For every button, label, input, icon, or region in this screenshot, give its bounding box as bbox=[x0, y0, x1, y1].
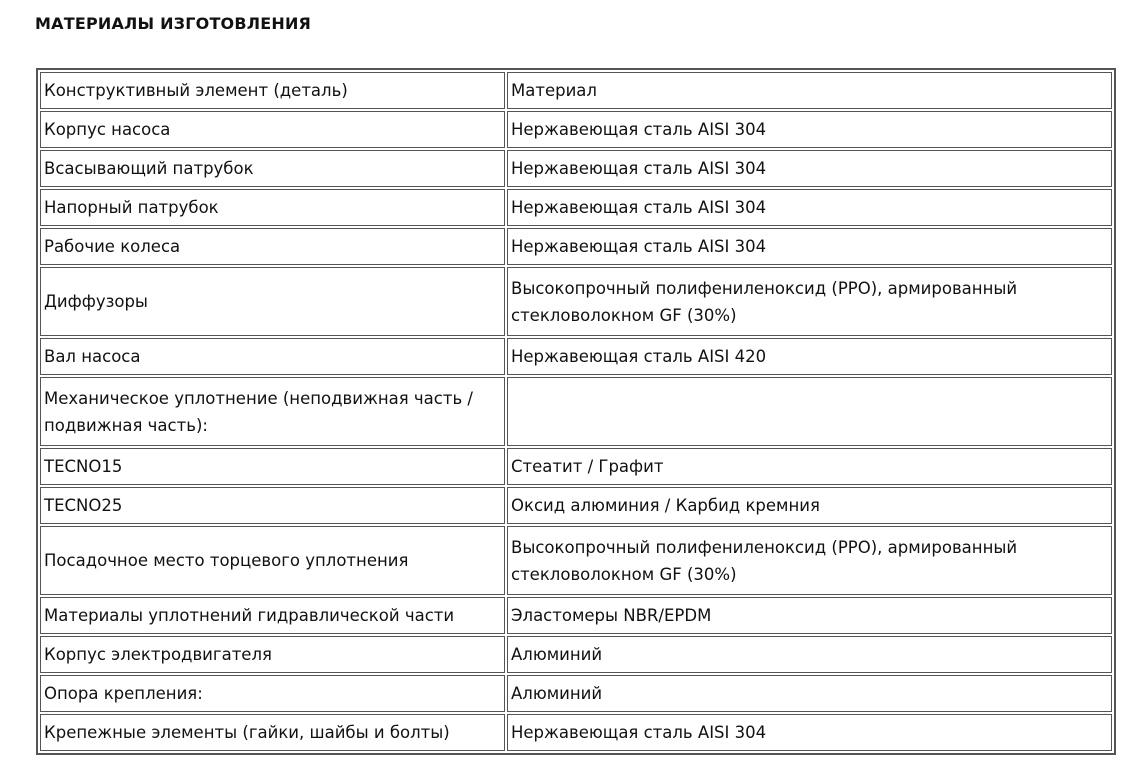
material-cell: Стеатит / Графит bbox=[507, 448, 1112, 485]
element-cell: Рабочие колеса bbox=[40, 228, 505, 265]
element-cell: Всасывающий патрубок bbox=[40, 150, 505, 187]
page-title: МАТЕРИАЛЫ ИЗГОТОВЛЕНИЯ bbox=[35, 14, 312, 33]
header-material-cell: Материал bbox=[507, 72, 1112, 109]
material-cell: Нержавеющая сталь AISI 304 bbox=[507, 189, 1112, 226]
material-cell: Оксид алюминия / Карбид кремния bbox=[507, 487, 1112, 524]
material-cell: Высокопрочный полифениленоксид (PPO), армированный стекловолокном GF (30%) bbox=[507, 526, 1112, 595]
table-row bbox=[40, 338, 1112, 375]
materials-table bbox=[36, 68, 1116, 755]
table-row bbox=[40, 526, 1112, 595]
element-cell: TECNO25 bbox=[40, 487, 505, 524]
element-cell: Опора крепления: bbox=[40, 675, 505, 712]
element-cell: Диффузоры bbox=[40, 267, 505, 336]
table-row bbox=[40, 714, 1112, 751]
material-cell: Нержавеющая сталь AISI 304 bbox=[507, 150, 1112, 187]
element-cell: TECNO15 bbox=[40, 448, 505, 485]
table-row bbox=[40, 597, 1112, 634]
table-row bbox=[40, 487, 1112, 524]
material-cell: Высокопрочный полифениленоксид (PPO), армированный стекловолокном GF (30%) bbox=[507, 267, 1112, 336]
table-row bbox=[40, 228, 1112, 265]
table-row bbox=[40, 111, 1112, 148]
element-cell: Механическое уплотнение (неподвижная часть / подвижная часть): bbox=[40, 377, 505, 446]
table-row bbox=[40, 448, 1112, 485]
table-row bbox=[40, 267, 1112, 336]
element-cell: Корпус насоса bbox=[40, 111, 505, 148]
element-cell: Напорный патрубок bbox=[40, 189, 505, 226]
element-cell: Крепежные элементы (гайки, шайбы и болты) bbox=[40, 714, 505, 751]
element-cell: Корпус электродвигателя bbox=[40, 636, 505, 673]
material-cell bbox=[507, 377, 1112, 446]
material-cell: Алюминий bbox=[507, 636, 1112, 673]
material-cell: Нержавеющая сталь AISI 420 bbox=[507, 338, 1112, 375]
table-row bbox=[40, 150, 1112, 187]
table-row bbox=[40, 675, 1112, 712]
material-cell: Нержавеющая сталь AISI 304 bbox=[507, 228, 1112, 265]
material-cell: Нержавеющая сталь AISI 304 bbox=[507, 111, 1112, 148]
material-cell: Эластомеры NBR/EPDM bbox=[507, 597, 1112, 634]
element-cell: Посадочное место торцевого уплотнения bbox=[40, 526, 505, 595]
element-cell: Материалы уплотнений гидравлической части bbox=[40, 597, 505, 634]
table-row bbox=[40, 189, 1112, 226]
element-cell: Вал насоса bbox=[40, 338, 505, 375]
table-row bbox=[40, 636, 1112, 673]
table-row bbox=[40, 377, 1112, 446]
material-cell: Нержавеющая сталь AISI 304 bbox=[507, 714, 1112, 751]
table-header-row bbox=[40, 72, 1112, 109]
material-cell: Алюминий bbox=[507, 675, 1112, 712]
header-element-cell: Конструктивный элемент (деталь) bbox=[40, 72, 505, 109]
